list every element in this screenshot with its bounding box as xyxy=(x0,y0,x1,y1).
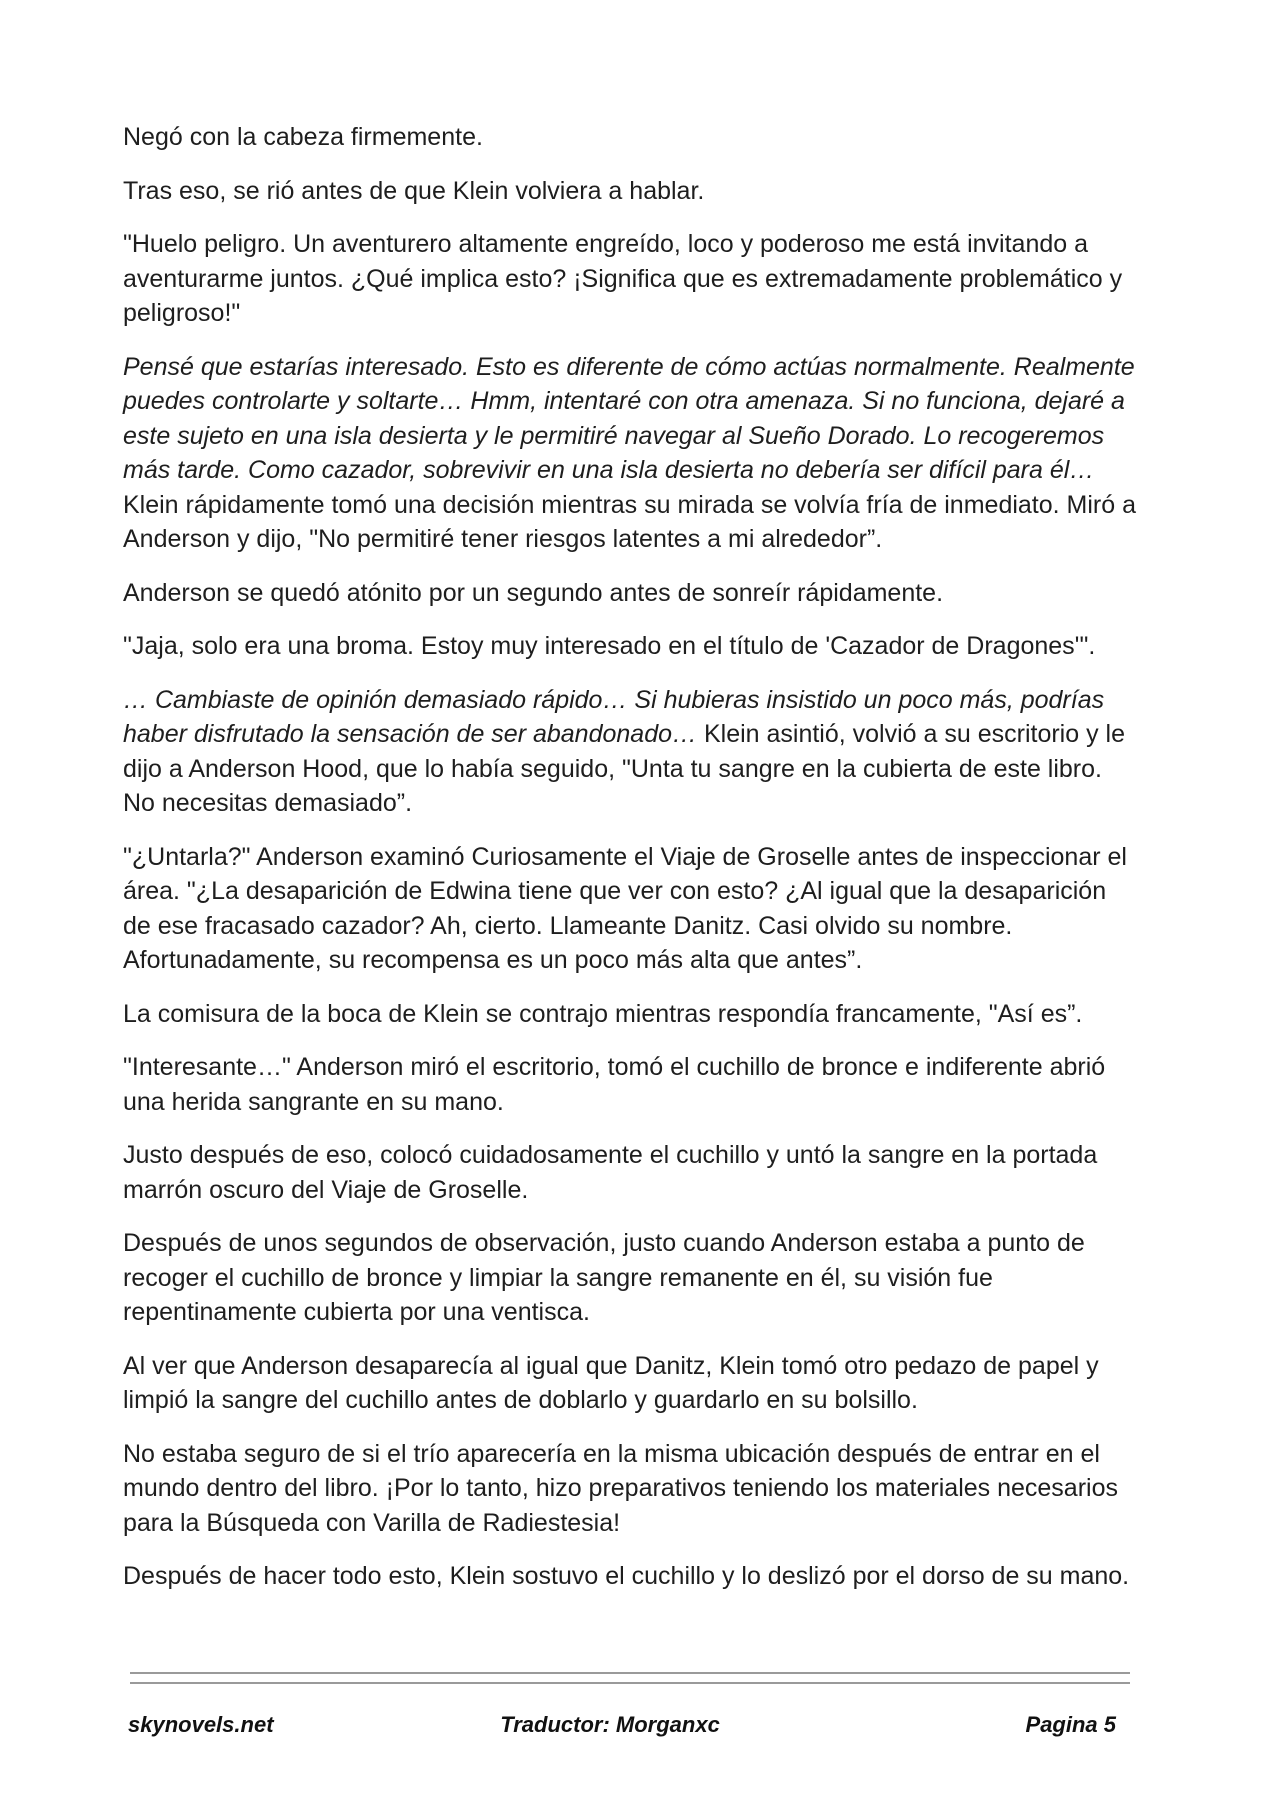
paragraph-text: Klein rápidamente tomó una decisión mientras su mirada se volvía fría de inmediato. Miró a Anderson y dijo, "No permitiré tener riesgos latentes a mi alrededor”. xyxy=(123,490,1137,553)
paragraph xyxy=(123,227,1138,331)
paragraph-text: Klein asintió, volvió a su escritorio y le dijo a Anderson Hood, que lo había seguido, "Unta tu sangre en la cubierta de este libro. No necesitas demasiado”. xyxy=(123,720,1125,817)
paragraph-text: La comisura de la boca de Klein se contrajo mientras respondía francamente, "Así es”. xyxy=(123,999,1083,1028)
footer-translator: Traductor: Morganxc xyxy=(500,1712,720,1737)
footer-divider-top xyxy=(130,1672,1130,1674)
paragraph-text: Negó con la cabeza firmemente. xyxy=(123,123,483,151)
paragraph xyxy=(123,840,1138,978)
paragraph xyxy=(123,1559,1138,1594)
italic-thought-text: … Cambiaste de opinión demasiado rápido… Si hubieras insistido un poco más, podrías haber disfrutado la sensación de ser abandonado… xyxy=(123,685,1105,748)
footer-divider-bottom xyxy=(130,1682,1130,1684)
paragraph xyxy=(123,1226,1138,1330)
paragraph-text: Justo después de eso, colocó cuidadosamente el cuchillo y untó la sangre en la portada marrón oscuro del Viaje de Groselle. xyxy=(123,1141,1098,1204)
paragraph xyxy=(123,1050,1138,1119)
paragraph xyxy=(123,1437,1138,1541)
paragraph xyxy=(123,683,1138,821)
paragraph-text: "Interesante…" Anderson miró el escritorio, tomó el cuchillo de bronce e indiferente abrió una herida sangrante en su mano. xyxy=(123,1053,1106,1116)
paragraph-text: Al ver que Anderson desaparecía al igual que Danitz, Klein tomó otro pedazo de papel y limpió la sangre del cuchillo antes de doblarlo y guardarlo en su bolsillo. xyxy=(123,1351,1099,1414)
paragraph-text: Anderson se quedó atónito por un segundo antes de sonreír rápidamente. xyxy=(123,578,944,607)
page-body xyxy=(123,120,1138,1613)
paragraph xyxy=(123,629,1138,664)
footer-site: skynovels.net xyxy=(128,1712,274,1737)
paragraph-text: Después de unos segundos de observación, justo cuando Anderson estaba a punto de recoger el cuchillo de bronce y limpiar la sangre remanente en él, su visión fue repentinamente cubierta por una ventisca. xyxy=(123,1229,1085,1326)
paragraph xyxy=(123,120,1138,155)
paragraph-text: Tras eso, se rió antes de que Klein volviera a hablar. xyxy=(123,176,705,205)
paragraph xyxy=(123,1138,1138,1207)
paragraph-text: "¿Untarla?" Anderson examinó Curiosamente el Viaje de Groselle antes de inspeccionar el área. "¿La desaparición de Edwina tiene que ver con esto? ¿Al igual que la desaparición de ese fracasado cazador? Ah, cierto. Llameante Danitz. Casi olvido su nombre. Afortunadamente, su recompensa es un poco más alta que antes”. xyxy=(123,842,1127,974)
paragraph xyxy=(123,576,1138,611)
paragraph-text: Después de hacer todo esto, Klein sostuvo el cuchillo y lo deslizó por el dorso de su mano. xyxy=(123,1562,1130,1590)
paragraph xyxy=(123,997,1138,1032)
paragraph-text: "Jaja, solo era una broma. Estoy muy interesado en el título de 'Cazador de Dragones'". xyxy=(123,632,1096,660)
paragraph-text: "Huelo peligro. Un aventurero altamente engreído, loco y poderoso me está invitando a aventurarme juntos. ¿Qué implica esto? ¡Significa que es extremadamente problemático y peligroso!" xyxy=(123,230,1123,327)
paragraph xyxy=(123,350,1138,557)
paragraph xyxy=(123,174,1138,209)
italic-thought-text: Pensé que estarías interesado. Esto es diferente de cómo actúas normalmente. Realmente puedes controlarte y soltarte… Hmm, intentaré con otra amenaza. Si no funciona, dejaré a este sujeto en una isla desierta y le permitiré navegar al Sueño Dorado. Lo recogeremos más tarde. Como cazador, sobrevivir en una isla desierta no debería ser difícil para él… xyxy=(123,352,1135,484)
paragraph xyxy=(123,1349,1138,1418)
footer-page-number: Pagina 5 xyxy=(1025,1712,1116,1737)
paragraph-text: No estaba seguro de si el trío aparecería en la misma ubicación después de entrar en el mundo dentro del libro. ¡Por lo tanto, hizo preparativos teniendo los materiales necesarios para la Búsqueda con Varilla de Radiestesia! xyxy=(123,1439,1118,1537)
